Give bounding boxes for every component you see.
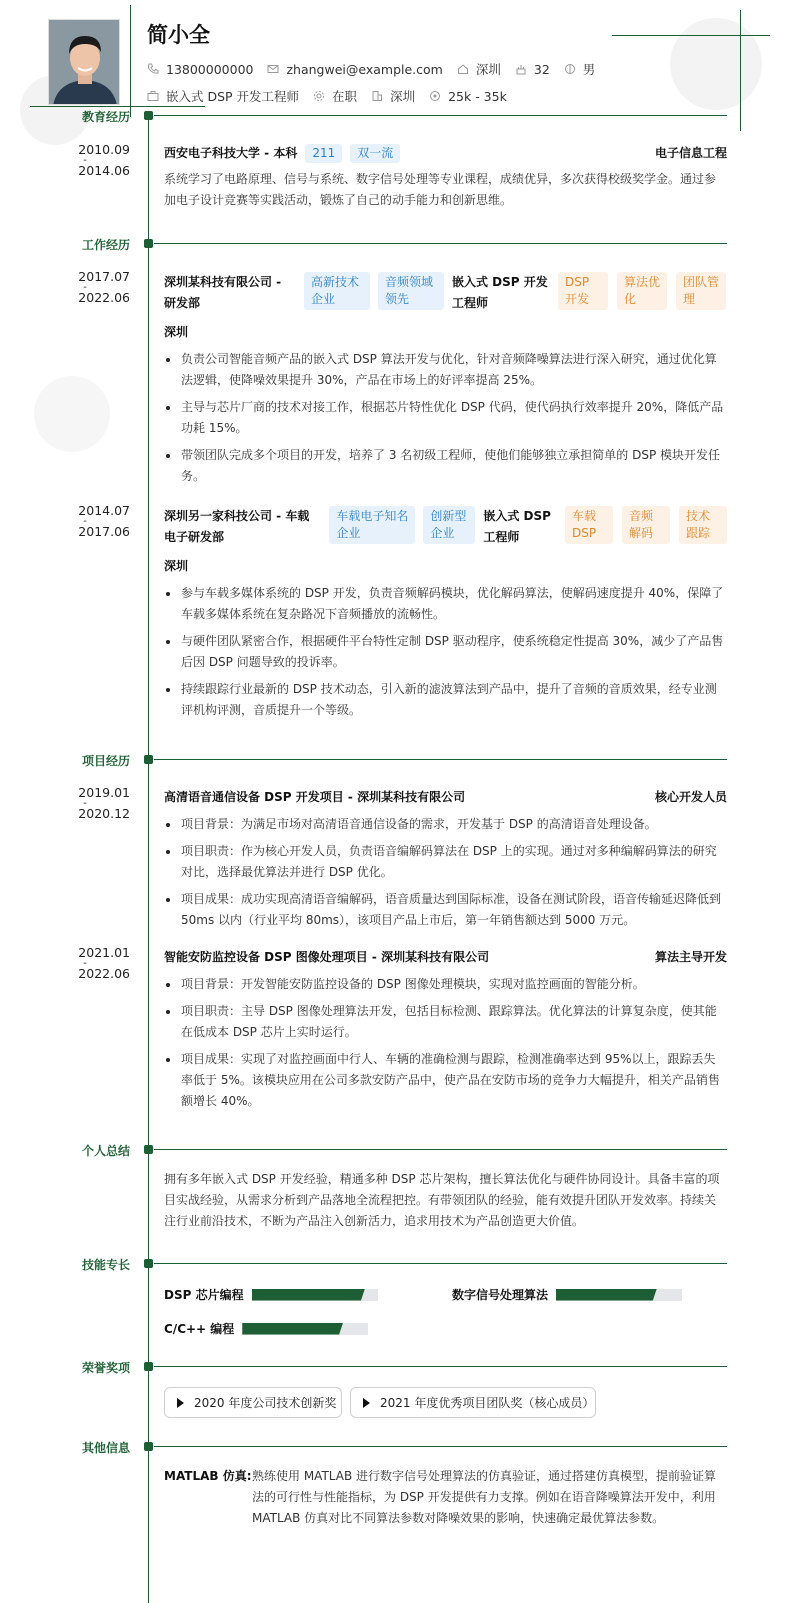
section-dot (144, 755, 153, 764)
skill-bar-fill (252, 1289, 365, 1301)
work-item (164, 506, 727, 721)
section-divider (154, 759, 727, 760)
list-item: 项目职责：主导 DSP 图像处理算法开发，包括目标检测、跟踪算法。优化算法的计算复杂度，使其能在低成本 DSP 芯片上实时运行。 (164, 1001, 727, 1043)
decor-line (740, 10, 741, 131)
decor-line (130, 5, 131, 117)
project-date: 2019.01 - 2020.12 (78, 785, 130, 821)
section-dot (144, 111, 153, 120)
skill-name: 数字信号处理算法 (452, 1288, 549, 1302)
section-title-summary: 个人总结 (82, 1144, 131, 1158)
company-tag: 车载电子知名企业 (329, 506, 415, 544)
gender-icon (564, 63, 576, 75)
education-desc: 系统学习了电路原理、信号与系统、数字信号处理等专业课程，成绩优异，多次获得校级奖学金。通过参加电子设计竞赛等实践活动，锻炼了自己的动手能力和创新思维。 (164, 172, 717, 207)
project-date: 2021.01 - 2022.06 (78, 945, 130, 981)
skill-tag: 车载 DSP (565, 506, 613, 544)
cake-icon (515, 63, 527, 75)
project-item (164, 787, 727, 931)
project-item (164, 947, 727, 1112)
section-title-skills: 技能专长 (82, 1258, 131, 1272)
position-item (147, 87, 299, 105)
skill-tag: 音频解码 (622, 506, 670, 544)
gear-icon (313, 90, 325, 102)
company-tag: 音频领域领先 (378, 272, 444, 310)
position-text: 嵌入式 DSP 开发工程师 (166, 89, 300, 104)
phone-text: 13800000000 (166, 61, 254, 77)
play-icon (363, 1398, 370, 1408)
decor-line (612, 35, 770, 36)
award-item (164, 1387, 342, 1418)
section-divider (154, 1149, 727, 1150)
skill-item (452, 1286, 682, 1303)
skill-tag: DSP 开发 (558, 272, 608, 310)
project-bullets (164, 814, 727, 931)
project-name: 智能安防监控设备 DSP 图像处理项目 - 深圳某科技有限公司 (164, 950, 490, 964)
skill-item (164, 1286, 378, 1303)
salary-item (429, 89, 507, 104)
home-icon (457, 63, 469, 75)
expected-city-text: 深圳 (390, 89, 416, 104)
section-divider (154, 1446, 727, 1447)
email-item (267, 62, 442, 77)
list-item: 参与车载多媒体系统的 DSP 开发，负责音频解码模块，优化解码算法，使解码速度提升 40%，保障了车载多媒体系统在复杂路况下音频播放的流畅性。 (164, 583, 727, 625)
salary-text: 25k - 35k (448, 88, 507, 104)
gender-text: 男 (582, 62, 596, 77)
list-item: 项目职责：作为核心开发人员，负责语音编解码算法在 DSP 上的实现。通过对多种编解码算法的研究对比，选择最优算法并进行 DSP 优化。 (164, 841, 727, 883)
timeline-line (148, 115, 149, 1603)
city-item (457, 60, 501, 78)
major: 电子信息工程 (654, 146, 727, 160)
project-bullets (164, 974, 727, 1112)
education-date: 2010.09 - 2014.06 (78, 142, 130, 178)
project-role: 算法主导开发 (654, 950, 727, 964)
list-item: 项目成果：成功实现高清语音编解码，语音质量达到国际标准，设备在测试阶段，语音传输延迟降低到 50ms 以内（行业平均 80ms），该项目产品上市后，第一年销售额达到 5000 万元。 (164, 889, 727, 931)
money-icon (429, 90, 441, 102)
contact-row (147, 60, 609, 78)
section-divider (154, 243, 727, 244)
play-icon (177, 1398, 184, 1408)
work-bullets (164, 349, 727, 487)
list-item: 项目背景：为满足市场对高清语音通信设备的需求，开发基于 DSP 的高清语音处理设备。 (164, 814, 727, 835)
section-title-projects: 项目经历 (82, 754, 131, 768)
job-intent-row (147, 87, 521, 105)
work-date: 2014.07 - 2017.06 (78, 503, 130, 539)
candidate-name: 简小全 (147, 23, 210, 47)
company-tag: 创新型企业 (423, 506, 475, 544)
company-tag: 高新技术企业 (304, 272, 370, 310)
list-item: 与硬件团队紧密合作，根据硬件平台特性定制 DSP 驱动程序，使系统稳定性提高 30%，减少了产品售后因 DSP 问题导致的投诉率。 (164, 631, 727, 673)
section-title-work: 工作经历 (82, 238, 131, 252)
list-item: 项目背景：开发智能安防监控设备的 DSP 图像处理模块，实现对监控画面的智能分析。 (164, 974, 727, 995)
skill-name: DSP 芯片编程 (164, 1288, 244, 1302)
list-item: 带领团队完成多个项目的开发，培养了 3 名初级工程师，使他们能够独立承担简单的 DSP 模块开发任务。 (164, 445, 727, 487)
list-item: 负责公司智能音频产品的嵌入式 DSP 算法开发与优化，针对音频降噪算法进行深入研究，通过优化算法逻辑，使降噪效果提升 30%，产品在市场上的好评率提高 25%。 (164, 349, 727, 391)
building-icon (371, 90, 383, 102)
skill-tag: 团队管理 (676, 272, 726, 310)
skill-bar-fill (242, 1323, 343, 1335)
section-dot (144, 239, 153, 248)
other-item (164, 1466, 727, 1529)
avatar (48, 19, 120, 105)
section-dot (144, 1362, 153, 1371)
age-text: 32 (533, 61, 550, 77)
other-label: MATLAB 仿真: (164, 1469, 252, 1483)
decor-circle (670, 18, 762, 110)
section-dot (144, 1259, 153, 1268)
city-text: 深圳 (475, 62, 501, 77)
company-name: 深圳某科技有限公司 - 研发部 (164, 275, 282, 310)
list-item: 持续跟踪行业最新的 DSP 技术动态，引入新的滤波算法到产品中，提升了音频的音质效果，经专业测评机构评测，音质提升一个等级。 (164, 679, 727, 721)
education-item (164, 143, 727, 211)
skill-bar (252, 1289, 378, 1301)
work-city: 深圳 (164, 559, 189, 573)
decor-circle (34, 376, 110, 452)
section-divider (154, 1366, 727, 1367)
briefcase-icon (147, 90, 159, 102)
status-item (313, 87, 357, 105)
section-dot (144, 1145, 153, 1154)
status-text: 在职 (332, 89, 358, 104)
section-dot (144, 1442, 153, 1451)
skill-tag: 算法优化 (617, 272, 667, 310)
email-text: zhangwei@example.com (286, 61, 443, 77)
gender-item (564, 60, 596, 78)
work-date: 2017.07 - 2022.06 (78, 269, 130, 305)
summary-text: 拥有多年嵌入式 DSP 开发经验，精通多种 DSP 芯片架构，擅长算法优化与硬件协同设计。具备丰富的项目实战经验，从需求分析到产品落地全流程把控。有带领团队的经验，能有效提升团队开发效率。持续关注行业前沿技术，不断为产品注入创新活力，追求用技术为产品创造更大价值。 (164, 1172, 720, 1228)
company-name: 深圳另一家科技公司 - 车载电子研发部 (164, 509, 310, 544)
section-title-awards: 荣誉奖项 (82, 1361, 131, 1375)
work-item (164, 272, 727, 487)
list-item: 项目成果：实现了对监控画面中行人、车辆的准确检测与跟踪，检测准确率达到 95%以上，跟踪丢失率低于 5%。该模块应用在公司多款安防产品中，使产品在安防市场的竞争力大幅提升，相关产品销售额增长 40%。 (164, 1049, 727, 1112)
section-divider (154, 1263, 727, 1264)
award-text: 2021 年度优秀项目团队奖（核心成员） (380, 1396, 595, 1410)
phone-icon (147, 63, 159, 75)
email-icon (267, 63, 279, 75)
phone-item (147, 62, 253, 77)
age-item (515, 62, 550, 77)
list-item: 主导与芯片厂商的技术对接工作，根据芯片特性优化 DSP 代码，使代码执行效率提升 20%，降低产品功耗 15%。 (164, 397, 727, 439)
skill-name: C/C++ 编程 (164, 1322, 235, 1336)
skill-tag: 技术跟踪 (679, 506, 727, 544)
award-item (350, 1387, 596, 1418)
decor-line (30, 106, 205, 107)
school-tag: 双一流 (350, 144, 400, 163)
expected-city-item (371, 87, 415, 105)
other-text: 熟练使用 MATLAB 进行数字信号处理算法的仿真验证，通过搭建仿真模型，提前验证算法的可行性与性能指标，为 DSP 开发提供有力支撑。例如在语音降噪算法开发中，利用 MATLAB 仿真对比不同算法参数对降噪效果的影响，快速确定最优算法参数。 (252, 1469, 716, 1525)
skill-bar (556, 1289, 682, 1301)
project-name: 高清语音通信设备 DSP 开发项目 - 深圳某科技有限公司 (164, 790, 466, 804)
school-tag: 211 (305, 144, 342, 163)
section-title-education: 教育经历 (82, 110, 131, 124)
job-title: 嵌入式 DSP 工程师 (483, 509, 551, 544)
skill-item (164, 1320, 368, 1337)
work-city: 深圳 (164, 325, 189, 339)
award-text: 2020 年度公司技术创新奖 (194, 1396, 337, 1410)
job-title: 嵌入式 DSP 开发工程师 (452, 275, 548, 310)
section-divider (154, 115, 727, 116)
school-name: 西安电子科技大学 - 本科 (164, 146, 298, 160)
skill-bar (242, 1323, 368, 1335)
skill-bar-fill (556, 1289, 657, 1301)
work-bullets (164, 583, 727, 721)
project-role: 核心开发人员 (654, 790, 727, 804)
section-title-other: 其他信息 (82, 1441, 131, 1455)
